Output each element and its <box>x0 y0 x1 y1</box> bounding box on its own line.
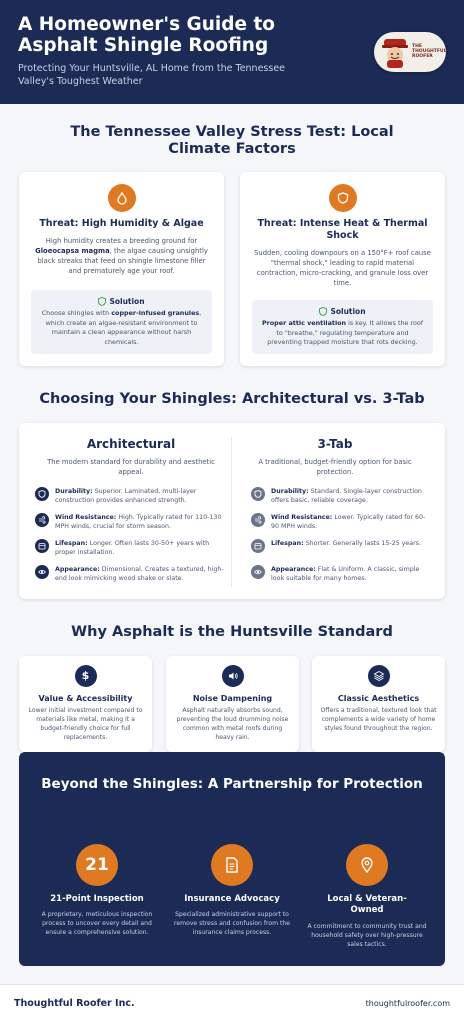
shield-icon <box>35 487 49 501</box>
feature-text: Durability: Standard. Single-layer construction offers basic, reliable coverage. <box>271 488 422 504</box>
logo-text: THE THOUGHTFUL ROOFER <box>412 44 447 59</box>
feature-lifespan <box>35 539 231 563</box>
shield-icon <box>251 487 265 501</box>
comparison-card <box>19 423 445 599</box>
threat-card-humidity <box>19 172 224 366</box>
calendar-icon <box>35 539 49 553</box>
solution-title: Solution <box>330 307 366 316</box>
document-icon <box>211 844 253 886</box>
calendar-icon <box>251 539 265 553</box>
wind-icon <box>35 513 49 527</box>
threat-card-heat <box>240 172 445 366</box>
feature-durability <box>35 487 231 511</box>
compare-heading: Choosing Your Shingles: Architectural vs. 3-Tab <box>39 391 425 407</box>
location-pin-icon <box>346 844 388 886</box>
climate-heading: The Tennessee Valley Stress Test: Local Climate Factors <box>70 124 394 157</box>
shield-check-icon <box>319 307 327 316</box>
benefit-title: Noise Dampening <box>192 694 273 703</box>
roofer-mascot-icon <box>380 36 410 68</box>
threat-body: High humidity creates a breeding ground for Gloeocapsa magma, the algae causing unsightly black streaks that feed on shingle limestone filler and prematurely age your roof. <box>35 237 208 275</box>
feature-text: Durability: Superior. Laminated, multi-layer construction provides enhanced strength. <box>55 488 197 504</box>
column-title: 3-Tab <box>317 437 353 451</box>
partnership-item-title: 21-Point Inspection <box>50 894 144 904</box>
page-subtitle: Protecting Your Huntsville, AL Home from the Tennessee Valley's Toughest Weather <box>18 63 286 87</box>
solution-box <box>252 300 433 354</box>
solution-body: Proper attic ventilation is key. It allows the roof to "breathe," regulating temperature and preventing trapped moisture that rots decking. <box>261 319 424 346</box>
wind-icon <box>251 513 265 527</box>
inspection-badge: 21 <box>76 844 118 886</box>
benefit-card-aesthetics <box>312 656 445 752</box>
partnership-item-title: Local & Veteran-Owned <box>327 894 407 915</box>
benefit-body: Offers a traditional, textured look that complements a wide variety of home styles found throughout the region. <box>320 707 437 732</box>
column-title: Architectural <box>86 437 176 451</box>
feature-text: Lifespan: Shorter. Generally lasts 15-25 years. <box>271 540 422 547</box>
company-logo <box>374 32 446 72</box>
architectural-column <box>33 437 229 477</box>
partnership-item-body: A proprietary, meticulous inspection process to uncover every detail and ensure a comprehensive solution. <box>41 911 153 936</box>
threat-body: Sudden, cooling downpours on a 150°F+ roof cause "thermal shock," leading to rapid material contraction, micro-cracking, and granule loss over time. <box>254 249 431 287</box>
partnership-item-body: Specialized administrative support to remove stress and confusion from the insurance claims process. <box>174 911 290 936</box>
feature-lifespan <box>251 539 431 563</box>
eye-icon <box>251 565 265 579</box>
footer-website-link[interactable]: thoughtfulroofer.com <box>365 999 450 1008</box>
feature-appearance <box>251 565 431 589</box>
benefit-body: Lower initial investment compared to materials like metal, making it a budget-friendly choice for full replacements. <box>28 707 143 741</box>
threat-title: Threat: High Humidity & Algae <box>39 218 204 229</box>
footer <box>0 984 464 1024</box>
feature-wind-resistance <box>251 513 431 537</box>
shield-check-icon <box>98 297 106 306</box>
threat-title: Threat: Intense Heat & Thermal Shock <box>257 218 428 241</box>
solution-body: Choose shingles with copper-infused granules, which create an algae-resistant environment to maintain a clean appearance without harsh chemicals. <box>41 309 202 346</box>
partnership-heading: Beyond the Shingles: A Partnership for Protection <box>41 776 423 792</box>
partnership-item-title: Insurance Advocacy <box>184 894 280 904</box>
column-subtitle: A traditional, budget-friendly option for basic protection. <box>258 458 412 476</box>
benefit-card-value <box>19 656 152 752</box>
layers-icon <box>368 665 390 687</box>
benefit-title: Value & Accessibility <box>38 694 133 703</box>
feature-text: Wind Resistance: High. Typically rated for 110-130 MPH winds, crucial for storm season. <box>55 514 222 530</box>
three-tab-column <box>237 437 433 477</box>
feature-text: Appearance: Dimensional. Creates a textured, high-end look mimicking wood shake or slate. <box>55 566 224 582</box>
droplet-icon <box>108 184 136 212</box>
page-title: A Homeowner's Guide to Asphalt Shingle Roofing <box>18 14 276 56</box>
header <box>0 0 464 104</box>
shield-icon <box>329 184 357 212</box>
benefit-title: Classic Aesthetics <box>337 694 420 703</box>
eye-icon <box>35 565 49 579</box>
partnership-section <box>19 752 445 966</box>
feature-text: Appearance: Flat & Uniform. A classic, simple look suitable for many homes. <box>271 566 420 582</box>
footer-company: Thoughtful Roofer Inc. <box>14 998 135 1009</box>
feature-durability <box>251 487 431 511</box>
solution-title: Solution <box>109 297 145 306</box>
column-subtitle: The modern standard for durability and aesthetic appeal. <box>47 458 215 476</box>
why-heading: Why Asphalt is the Huntsville Standard <box>71 624 393 640</box>
benefit-card-noise <box>166 656 299 752</box>
solution-box <box>31 290 212 354</box>
partnership-item-body: A commitment to community trust and household safety over high-pressure sales tactics. <box>307 923 427 948</box>
feature-appearance <box>35 565 231 589</box>
feature-text: Wind Resistance: Lower. Typically rated for 60-90 MPH winds. <box>271 514 426 530</box>
column-divider <box>231 437 232 587</box>
benefit-body: Asphalt naturally absorbs sound, preventing the loud drumming noise common with metal roofs during heavy rain. <box>176 707 289 741</box>
feature-text: Lifespan: Longer. Often lasts 30-50+ years with proper installation. <box>55 540 210 556</box>
dollar-icon: $ <box>75 665 97 687</box>
feature-wind-resistance <box>35 513 231 537</box>
speaker-icon <box>222 665 244 687</box>
